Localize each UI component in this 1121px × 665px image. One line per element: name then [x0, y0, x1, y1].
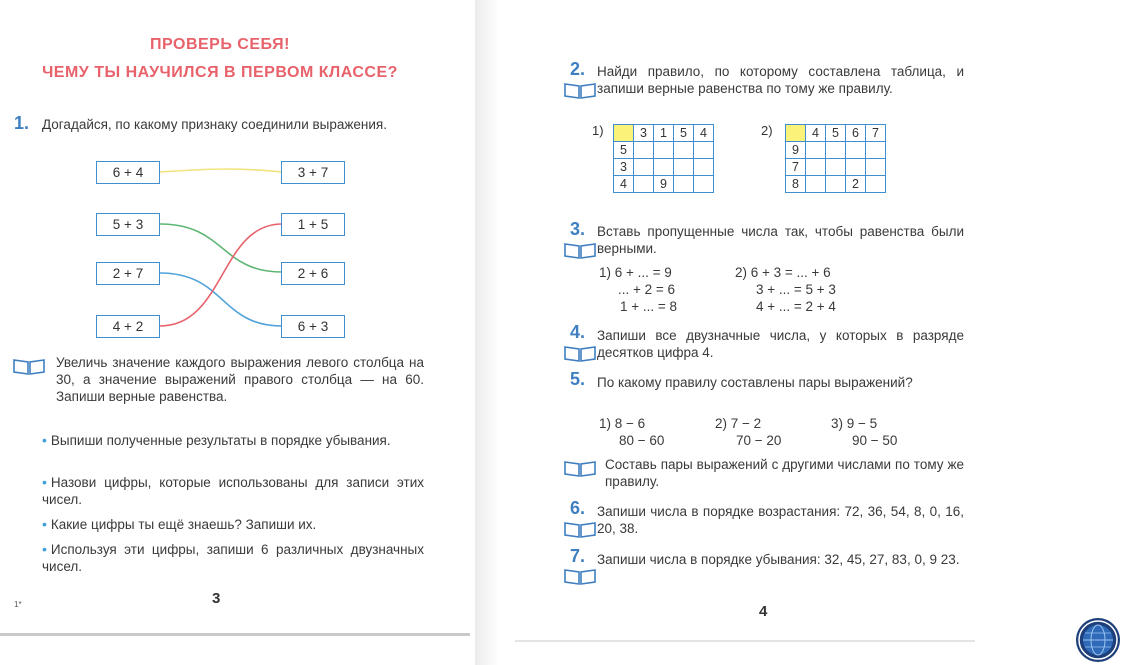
task-5-pair-3b: 90 − 50 — [852, 433, 898, 448]
table-cell — [866, 159, 886, 176]
bullet-2 — [42, 474, 424, 508]
task-2-text: Найди правило, по которому составлена таблица, и запиши верные равенства по тому же правилу. — [597, 64, 964, 96]
task-6-number: 6. — [570, 498, 586, 518]
table-cell — [866, 176, 886, 193]
table-cell — [614, 125, 634, 142]
table-cell — [806, 176, 826, 193]
page-number-left: 3 — [212, 590, 221, 607]
task-3-eq-3: 1 + ... = 8 — [620, 299, 678, 314]
bullet-2-text: Назови цифры, которые использованы для записи этих чисел. — [42, 475, 424, 507]
right-expr-4: 6 + 3 — [281, 315, 345, 338]
table-cell: 5 — [614, 142, 634, 159]
task-1-number: 1. — [14, 113, 30, 133]
table-cell: 1 — [654, 125, 674, 142]
task-3-eq-6: 4 + ... = 2 + 4 — [756, 299, 836, 314]
globe-logo-icon[interactable] — [1075, 617, 1121, 663]
line-5p3-2p6 — [160, 224, 282, 272]
table-cell — [786, 125, 806, 142]
task-3-text: Вставь пропущенные числа так, чтобы равенства были верными. — [597, 224, 964, 256]
table-cell — [634, 142, 654, 159]
table-cell — [866, 142, 886, 159]
title-line-1: ПРОВЕРЬ СЕБЯ! — [150, 36, 290, 53]
spine-shadow — [475, 0, 515, 665]
table-cell: 5 — [674, 125, 694, 142]
table-cell: 3 — [634, 125, 654, 142]
table-cell — [674, 176, 694, 193]
task-5-pair-3a: 3) 9 − 5 — [831, 416, 878, 431]
table-1-label: 1) — [592, 123, 604, 138]
table-cell: 4 — [694, 125, 714, 142]
table-cell — [694, 142, 714, 159]
table-cell — [674, 142, 694, 159]
open-book-icon — [563, 240, 597, 260]
task-3-eq-1: 1) 6 + ... = 9 — [599, 265, 672, 280]
table-cell: 8 — [786, 176, 806, 193]
left-expr-3: 2 + 7 — [96, 262, 160, 285]
table-cell — [674, 159, 694, 176]
task-6-text: Запиши числа в порядке возрастания: 72, 36, 54, 8, 0, 16, 20, 38. — [597, 504, 964, 536]
page-number-right: 4 — [759, 603, 768, 620]
task-7-text: Запиши числа в порядке убывания: 32, 45, 27, 83, 0, 9 23. — [597, 552, 960, 567]
task-5-number: 5. — [570, 369, 586, 389]
line-6p4-3p7 — [160, 169, 282, 172]
task-3-number: 3. — [570, 219, 586, 239]
table-cell — [806, 159, 826, 176]
right-expr-3: 2 + 6 — [281, 262, 345, 285]
table-cell: 3 — [614, 159, 634, 176]
table-cell — [694, 159, 714, 176]
task-4-text: Запиши все двузначные числа, у которых в разряде десятков цифра 4. — [597, 328, 964, 360]
table-cell: 9 — [654, 176, 674, 193]
corner-mark: 1* — [14, 600, 22, 609]
table-cell — [634, 159, 654, 176]
left-expr-1: 6 + 4 — [96, 161, 160, 184]
bullet-dot: • — [42, 474, 47, 490]
table-cell — [826, 159, 846, 176]
open-book-icon — [563, 343, 597, 363]
table-cell: 6 — [846, 125, 866, 142]
table-cell: 4 — [806, 125, 826, 142]
open-book-icon — [563, 566, 597, 586]
bullet-dot: • — [42, 432, 47, 448]
task-2-number: 2. — [570, 59, 586, 79]
open-book-icon — [563, 80, 597, 100]
bullet-1 — [42, 432, 424, 449]
bullet-3-text: Какие цифры ты ещё знаешь? Запиши их. — [50, 517, 317, 532]
bullet-1-text: Выпиши полученные результаты в порядке убывания. — [50, 433, 391, 448]
table-cell: 4 — [614, 176, 634, 193]
table-cell: 2 — [846, 176, 866, 193]
connection-lines — [0, 0, 475, 360]
open-book-icon — [563, 519, 597, 539]
left-expr-2: 5 + 3 — [96, 213, 160, 236]
task-5-text: По какому правилу составлены пары выражений? — [597, 375, 913, 390]
table-cell — [826, 142, 846, 159]
table-cell: 7 — [866, 125, 886, 142]
table-cell: 9 — [786, 142, 806, 159]
table-cell — [654, 159, 674, 176]
task-7-number: 7. — [570, 546, 586, 566]
left-page — [0, 0, 475, 650]
task-5-pair-1b: 80 − 60 — [619, 433, 665, 448]
task-1-text: Догадайся, по какому признаку соединили выражения. — [42, 117, 387, 132]
table-cell — [634, 176, 654, 193]
line-2p7-6p3 — [160, 273, 282, 326]
right-page — [515, 0, 975, 650]
task-1-book-text: Увеличь значение каждого выражения левого столбца на 30, а значение выражений правого столбца — на 60. Запиши верные равенства. — [56, 355, 424, 404]
table-2-label: 2) — [761, 123, 773, 138]
right-expr-1: 3 + 7 — [281, 161, 345, 184]
left-expr-4: 4 + 2 — [96, 315, 160, 338]
right-expr-2: 1 + 5 — [281, 213, 345, 236]
table-cell — [694, 176, 714, 193]
table-2 — [785, 124, 886, 193]
table-cell — [846, 142, 866, 159]
task-3-eq-2: ... + 2 = 6 — [618, 282, 676, 297]
task-3-eq-4: 2) 6 + 3 = ... + 6 — [735, 265, 831, 280]
title-line-2: ЧЕМУ ТЫ НАУЧИЛСЯ В ПЕРВОМ КЛАССЕ? — [42, 64, 398, 81]
open-book-icon — [12, 356, 46, 376]
task-5-pair-2b: 70 − 20 — [736, 433, 782, 448]
page-edge — [0, 633, 470, 636]
task-5-pair-2a: 2) 7 − 2 — [715, 416, 762, 431]
open-book-icon — [563, 458, 597, 478]
task-5-pair-1a: 1) 8 − 6 — [599, 416, 646, 431]
bullet-4-text: Используя эти цифры, запиши 6 различных двузначных чисел. — [42, 542, 424, 574]
bullet-4 — [42, 541, 424, 575]
table-cell: 5 — [826, 125, 846, 142]
table-cell — [846, 159, 866, 176]
bullet-dot: • — [42, 516, 47, 532]
table-cell — [654, 142, 674, 159]
task-3-eq-5: 3 + ... = 5 + 3 — [756, 282, 836, 297]
table-cell: 7 — [786, 159, 806, 176]
table-1 — [613, 124, 714, 193]
page-edge — [515, 640, 975, 642]
table-cell — [806, 142, 826, 159]
task-4-number: 4. — [570, 322, 586, 342]
bullet-dot: • — [42, 541, 47, 557]
table-cell — [826, 176, 846, 193]
bullet-3 — [42, 516, 424, 533]
task-5-book-text: Составь пары выражений с другими числами по тому же правилу. — [605, 457, 964, 489]
